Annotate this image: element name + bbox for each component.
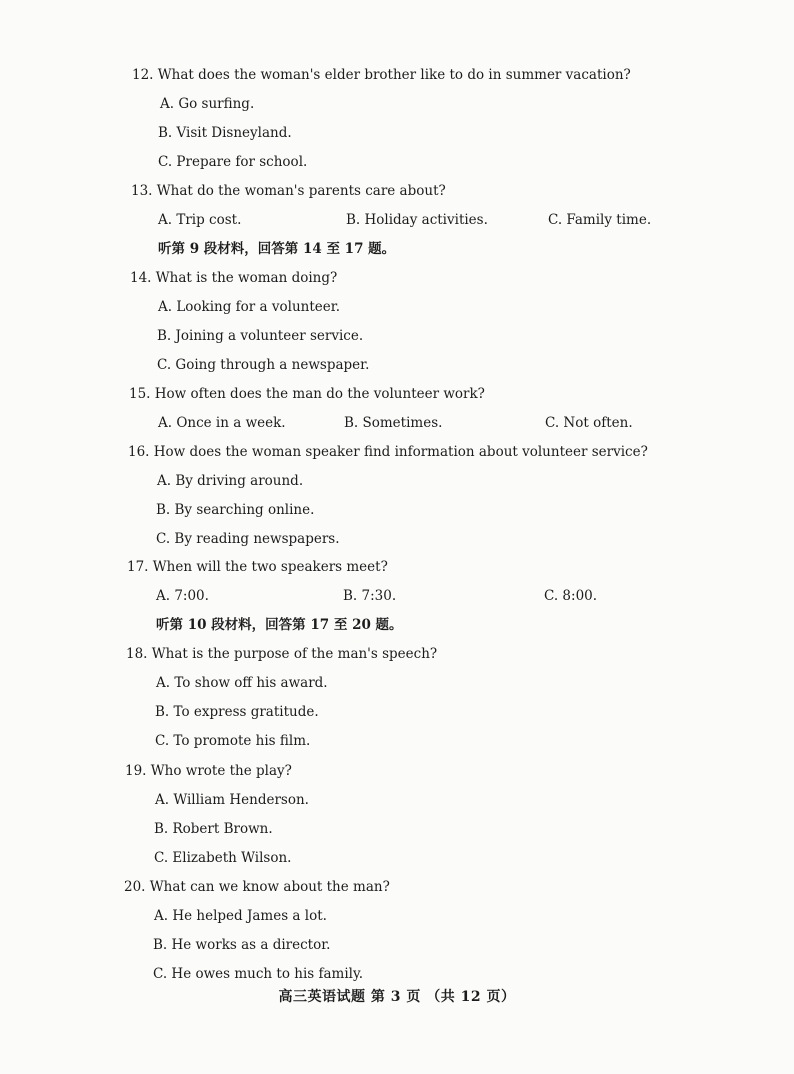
option-b: B. Sometimes.: [344, 415, 443, 431]
option-a: A. Once in a week.: [158, 415, 286, 431]
question-text: What is the purpose of the man's speech?: [151, 646, 438, 662]
option-b: B. By searching online.: [156, 502, 315, 518]
question-number: 14.: [130, 270, 152, 286]
question-text: What does the woman's elder brother like to do in summer vacation?: [157, 67, 631, 83]
question-text: What do the woman's parents care about?: [156, 183, 446, 199]
option-c: C. 8:00.: [544, 588, 598, 604]
option-a: A. To show off his award.: [156, 675, 328, 691]
question-number: 16.: [128, 444, 150, 460]
option-c: C. Not often.: [545, 415, 633, 431]
option-a: A. Looking for a volunteer.: [158, 299, 341, 315]
question-text: What can we know about the man?: [149, 879, 390, 895]
question-text: How often does the man do the volunteer work?: [154, 386, 485, 402]
section-instruction: 听第 10 段材料，回答第 17 至 20 题。: [156, 617, 403, 633]
option-a: A. Trip cost.: [158, 212, 242, 228]
question-16: [128, 443, 648, 461]
option-b: B. Robert Brown.: [154, 821, 273, 837]
question-text: When will the two speakers meet?: [152, 559, 388, 575]
option-c: C. By reading newspapers.: [156, 531, 340, 547]
question-17: [127, 558, 388, 576]
question-number: 19.: [125, 763, 147, 779]
question-number: 12.: [132, 67, 154, 83]
question-20: [124, 878, 390, 896]
option-b: B. 7:30.: [343, 588, 397, 604]
option-a: A. By driving around.: [157, 473, 304, 489]
question-13: [131, 182, 446, 200]
question-14: [130, 269, 337, 287]
option-c: C. Elizabeth Wilson.: [154, 850, 292, 866]
option-c: C. Family time.: [548, 212, 652, 228]
question-18: [126, 645, 437, 663]
option-b: B. To express gratitude.: [155, 704, 319, 720]
option-b: B. Joining a volunteer service.: [157, 328, 364, 344]
option-a: A. Go surfing.: [160, 96, 255, 112]
option-a: A. 7:00.: [156, 588, 209, 604]
question-number: 13.: [131, 183, 153, 199]
option-c: C. He owes much to his family.: [153, 966, 364, 982]
question-text: Who wrote the play?: [150, 763, 292, 779]
option-b: B. He works as a director.: [153, 937, 331, 953]
option-c: C. Going through a newspaper.: [157, 357, 370, 373]
option-b: B. Holiday activities.: [346, 212, 488, 228]
option-c: C. To promote his film.: [155, 733, 311, 749]
question-number: 15.: [129, 386, 151, 402]
section-instruction: 听第 9 段材料，回答第 14 至 17 题。: [158, 241, 396, 257]
question-text: What is the woman doing?: [155, 270, 338, 286]
option-c: C. Prepare for school.: [158, 154, 308, 170]
question-number: 18.: [126, 646, 148, 662]
question-15: [129, 385, 485, 403]
question-19: [125, 762, 292, 780]
page-footer: 高三英语试题 第 3 页 （共 12 页）: [278, 989, 516, 1005]
question-number: 20.: [124, 879, 146, 895]
question-number: 17.: [127, 559, 149, 575]
option-a: A. He helped James a lot.: [154, 908, 327, 924]
question-12: [132, 66, 631, 84]
question-text: How does the woman speaker find information about volunteer service?: [153, 444, 648, 460]
option-b: B. Visit Disneyland.: [158, 125, 292, 141]
option-a: A. William Henderson.: [155, 792, 309, 808]
